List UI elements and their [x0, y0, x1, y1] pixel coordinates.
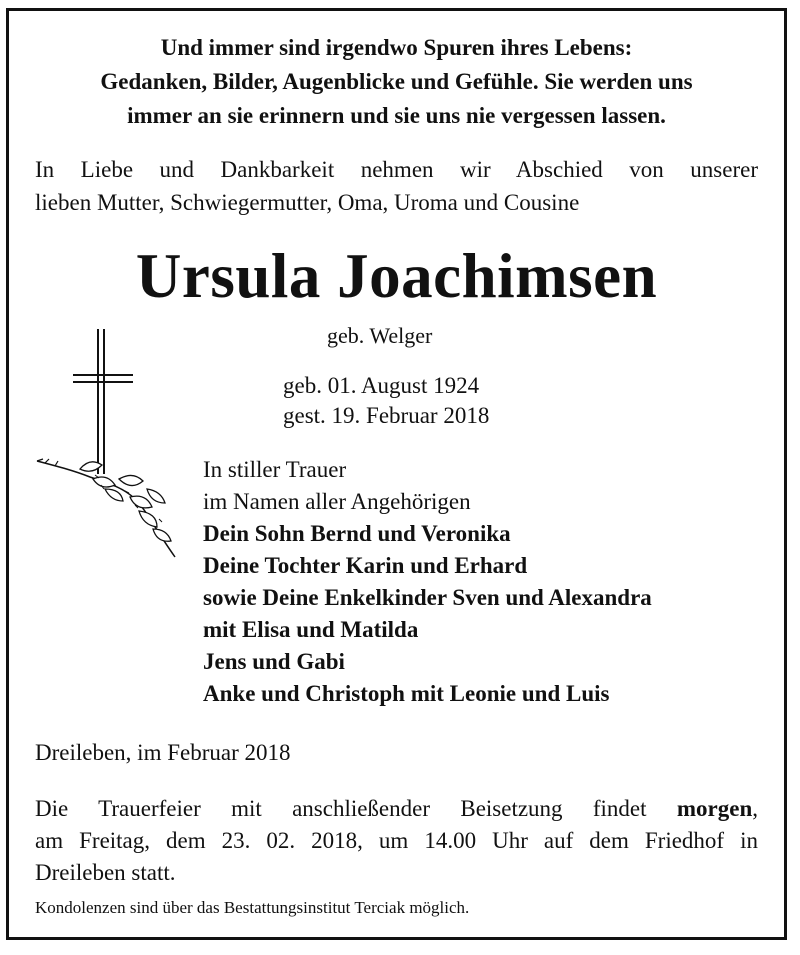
funeral-line-text: Die Trauerfeier mit anschließender Beisetzung findet [35, 796, 647, 821]
motto-text [9, 31, 784, 133]
birth-name: geb. Welger [327, 323, 433, 348]
deceased-name: Ursula Joachimsen [135, 241, 658, 311]
mourner-line: sowie Deine Enkelkinder Sven und Alexandra [203, 585, 652, 610]
motto-line: Gedanken, Bilder, Augenblicke und Gefühle. Sie werden uns [100, 69, 693, 94]
mourner-line: Deine Tochter Karin und Erhard [203, 553, 528, 578]
mourner-line: Dein Sohn Bernd und Veronika [203, 521, 511, 546]
motto-line: Und immer sind irgendwo Spuren ihres Lebens: [160, 35, 633, 60]
obituary-notice [6, 8, 787, 940]
funeral-day-emphasis: morgen [676, 796, 753, 821]
mourners-intro-line: In stiller Trauer [203, 457, 347, 482]
intro-text [35, 153, 758, 219]
funeral-line: Dreileben statt. [35, 860, 176, 885]
mourner-line: Jens und Gabi [203, 649, 345, 674]
mourner-line: Anke und Christoph mit Leonie und Luis [203, 681, 610, 706]
funeral-line [35, 793, 758, 825]
death-date: gest. 19. Februar 2018 [283, 403, 490, 428]
intro-line: lieben Mutter, Schwiegermutter, Oma, Uroma und Cousine [35, 190, 580, 215]
birth-date: geb. 01. August 1924 [283, 373, 480, 398]
place-date: Dreileben, im Februar 2018 [35, 740, 291, 765]
intro-line: In Liebe und Dankbarkeit nehmen wir Abschied von unserer [35, 157, 758, 182]
motto-line: immer an sie erinnern und sie uns nie vergessen lassen. [127, 103, 666, 128]
funeral-line: am Freitag, dem 23. 02. 2018, um 14.00 Uhr auf dem Friedhof in [35, 828, 758, 853]
mourner-line: mit Elisa und Matilda [203, 617, 419, 642]
condolences-note: Kondolenzen sind über das Bestattungsinstitut Terciak möglich. [35, 898, 470, 917]
funeral-line-punct: , [752, 796, 759, 821]
cross-with-branch-icon [35, 329, 195, 569]
life-dates [283, 371, 489, 431]
funeral-info [35, 793, 758, 889]
mourners-intro-line: im Namen aller Angehörigen [203, 489, 471, 514]
mourners-list [203, 454, 652, 710]
